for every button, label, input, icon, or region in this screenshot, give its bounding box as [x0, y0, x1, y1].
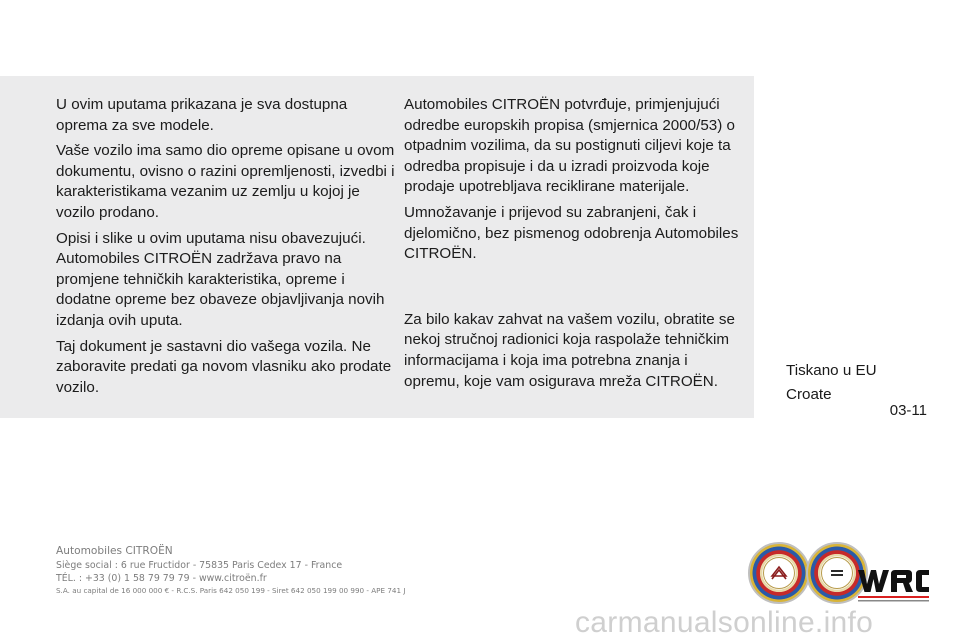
- company-address: Siège social : 6 rue Fructidor - 75835 Paris Cedex 17 - France: [56, 560, 343, 571]
- print-info: [786, 359, 877, 407]
- page-code: 03-11: [889, 402, 927, 419]
- wrc-logo-icon: [856, 566, 930, 604]
- printed-in-label: Tiskano u EU: [786, 362, 877, 379]
- language-label: Croate: [786, 386, 832, 403]
- watermark: carmanualsonline.info: [575, 606, 874, 639]
- paragraph: Vaše vozilo ima samo dio opreme opisane u ovom dokumentu, ovisno o razini opremljenosti, izvedbi i karakteristikama vezanim uz zemlju u kojoj je vozilo prodano.: [56, 142, 395, 221]
- paragraph: Opisi i slike u ovim uputama nisu obavezujući. Automobiles CITROËN zadržava pravo na promjene tehničkih karakteristika, opreme i dodatne opreme bez obaveze objavljivanja novih izdanja ovih uputa.: [56, 229, 385, 329]
- company-phone: TÉL. : +33 (0) 1 58 79 79 79 - www.citroën.fr: [56, 573, 267, 584]
- paragraph: Automobiles CITROËN potvrđuje, primjenjujući odredbe europskih propisa (smjernica 2000/53) o otpadnim vozilima, da su postignuti ciljevi koje ta odredba propisuje i da u izradi proizvoda koje prodaje upotrebljava reciklirane materijale.: [404, 96, 735, 196]
- company-name: Automobiles CITROËN: [56, 545, 173, 557]
- paragraph: Za bilo kakav zahvat na vašem vozilu, obratite se nekoj stručnoj radionici koja raspolaže tehničkim informacijama i koja ima potrebna znanja i opremu, koje vam osigurava mreža CITROËN.: [404, 310, 735, 390]
- paragraph: Taj dokument je sastavni dio vašega vozila. Ne zaboravite predati ga novom vlasniku ako prodate vozilo.: [56, 337, 392, 396]
- left-text-column: [56, 95, 401, 403]
- right-text-column: [404, 95, 744, 397]
- company-footer: [56, 545, 405, 596]
- paragraph: U ovim uputama prikazana je sva dostupna oprema za sve modele.: [56, 96, 348, 134]
- company-legal: S.A. au capital de 16 000 000 € - R.C.S. Paris 642 050 199 - Siret 642 050 199 00 990 - APE 741 J: [56, 586, 406, 595]
- wrc-champion-badge-icon: [748, 542, 810, 604]
- paragraph: Umnožavanje i prijevod su zabranjeni, čak i djelomično, bez pismenog odobrenja Automobiles CITROËN.: [404, 203, 739, 263]
